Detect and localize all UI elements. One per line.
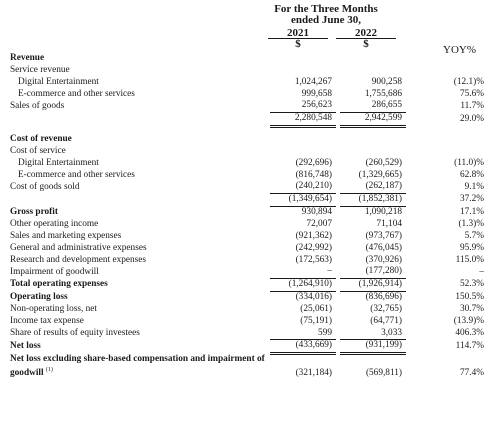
row-label: Digital Entertainment [18, 76, 99, 87]
value-yoy [406, 65, 484, 77]
value-yoy: 37.2% [459, 194, 484, 205]
value-2021: (1,264,910) [270, 279, 336, 292]
row-label: Share of results of equity investees [10, 327, 140, 338]
value-2021: – [327, 266, 332, 277]
footnote-marker: (1) [45, 367, 53, 374]
value-yoy: 406.3% [455, 327, 484, 338]
row-label [10, 113, 270, 127]
value-yoy: – [479, 266, 484, 277]
table-row [10, 340, 484, 354]
table-row [10, 279, 484, 292]
row-label: Impairment of goodwill [10, 266, 99, 277]
value-2021: (816,748) [295, 169, 332, 180]
table-header [0, 3, 500, 56]
row-label: Revenue [10, 53, 45, 63]
value-2021: (172,563) [295, 254, 332, 265]
value-2022: (931,199) [340, 340, 406, 354]
value-yoy [406, 134, 484, 146]
value-2021: (1,349,654) [270, 194, 336, 207]
value-2021: 999,658 [301, 88, 332, 99]
value-2022: (1,329,665) [358, 169, 402, 180]
row-label: E-commerce and other services [18, 169, 135, 180]
table-row [10, 194, 484, 207]
value-2021: (321,184) [295, 368, 332, 379]
table-row [10, 231, 484, 243]
value-2021: (242,992) [295, 242, 332, 253]
row-label: Non-operating loss, net [10, 303, 98, 314]
row-label: Cost of service [10, 145, 66, 156]
value-2022: (260,529) [365, 157, 402, 168]
table-row [10, 316, 484, 328]
value-2021: (334,016) [270, 292, 336, 304]
value-2021 [270, 65, 336, 77]
value-2022: (569,811) [365, 368, 402, 379]
currency-2022: $ [363, 38, 369, 50]
value-yoy: 75.6% [459, 88, 484, 99]
period-line-1: For the Three Months [274, 3, 378, 15]
value-2021 [270, 53, 336, 65]
table-row [10, 219, 484, 231]
table-row [10, 255, 484, 267]
value-2021 [270, 134, 336, 146]
value-2021: 599 [318, 327, 332, 338]
value-2022: (836,696) [340, 292, 406, 304]
value-2022: 2,942,599 [340, 113, 406, 127]
value-yoy: 62.8% [459, 169, 484, 180]
row-label: Research and development expenses [10, 254, 147, 265]
value-2022: (262,187) [365, 181, 402, 192]
year-2021-header: 2021 [287, 27, 309, 39]
value-2021: (433,669) [270, 340, 336, 354]
value-2022: (1,926,914) [340, 279, 406, 292]
table-row [10, 134, 484, 146]
value-2022 [340, 134, 406, 146]
value-2022: 286,655 [371, 100, 402, 111]
value-2022 [340, 146, 406, 158]
value-yoy: 150.5% [455, 291, 484, 302]
table-row [10, 65, 484, 77]
value-yoy [406, 146, 484, 158]
period-heading [258, 4, 394, 26]
row-label: Digital Entertainment [18, 157, 99, 168]
year-2022-header: 2022 [355, 27, 377, 39]
value-2021: (240,210) [295, 181, 332, 192]
value-yoy: (11.0)% [454, 157, 484, 168]
value-2021: (75,191) [300, 315, 332, 326]
value-2021: 2,280,548 [270, 113, 336, 127]
value-2022: 3,033 [381, 327, 402, 338]
row-label: Gross profit [10, 206, 58, 217]
value-2021: 256,623 [301, 100, 332, 111]
value-2021: (921,362) [295, 230, 332, 241]
value-2022 [340, 53, 406, 65]
value-yoy: (12.1)% [453, 76, 484, 87]
spacer-row [10, 127, 484, 135]
table-row [10, 304, 484, 316]
table-row [10, 53, 484, 65]
value-yoy: 95.9% [459, 242, 484, 253]
value-2022: (32,765) [370, 303, 402, 314]
value-yoy: 30.7% [459, 303, 484, 314]
row-label: Cost of goods sold [10, 181, 80, 192]
row-label: General and administrative expenses [10, 242, 147, 253]
value-2022: (64,771) [370, 315, 402, 326]
table-row [10, 100, 484, 112]
row-label: Sales of goods [10, 100, 65, 111]
table-row [10, 354, 484, 380]
value-2022: 1,755,686 [364, 88, 402, 99]
table-row [10, 170, 484, 182]
value-yoy: 11.7% [460, 100, 484, 111]
value-yoy: (1.3)% [458, 218, 484, 229]
value-yoy [406, 53, 484, 65]
income-statement-table [10, 53, 484, 379]
table-row [10, 207, 484, 219]
value-2022: (370,926) [365, 254, 402, 265]
table-row [10, 292, 484, 304]
value-2021: 72,007 [306, 218, 332, 229]
value-yoy: 9.1% [464, 181, 484, 192]
value-yoy: 114.7% [455, 340, 484, 351]
row-label: Cost of revenue [10, 134, 72, 145]
value-2021: (292,696) [295, 157, 332, 168]
row-label: E-commerce and other services [18, 88, 135, 99]
row-label: Service revenue [10, 64, 70, 75]
value-2022: (973,767) [365, 230, 402, 241]
table-row [10, 243, 484, 255]
value-2022: 1,090,218 [340, 207, 406, 219]
value-yoy: 5.7% [464, 230, 484, 241]
table-row [10, 77, 484, 89]
value-2021 [270, 146, 336, 158]
row-label [10, 354, 270, 380]
value-2021: 930,894 [270, 207, 336, 219]
value-2022: (1,852,381) [340, 194, 406, 207]
value-yoy: 77.4% [459, 368, 484, 379]
row-label: Total operating expenses [10, 279, 108, 290]
row-label-text: Net loss excluding share-based compensation and impairment of goodwill [10, 354, 265, 379]
table-row [10, 158, 484, 170]
value-2022 [340, 65, 406, 77]
row-label: Net loss [10, 340, 41, 351]
yoy-header: YOY% [443, 44, 476, 56]
table-row [10, 328, 484, 340]
value-2022: 71,104 [376, 218, 402, 229]
value-yoy: 115.0% [455, 254, 484, 265]
value-2022: (476,045) [365, 242, 402, 253]
value-2022: (177,280) [365, 266, 402, 277]
row-label: Other operating income [10, 218, 99, 229]
value-yoy: 17.1% [459, 206, 484, 217]
value-yoy: 29.0% [459, 113, 484, 124]
value-yoy: 52.3% [459, 279, 484, 290]
row-label [10, 194, 270, 207]
value-2021: (25,061) [300, 303, 332, 314]
value-2021: 1,024,267 [294, 76, 332, 87]
value-2022: 900,258 [371, 76, 402, 87]
value-yoy: (13.9)% [453, 315, 484, 326]
row-label: Income tax expense [10, 315, 84, 326]
currency-2021: $ [295, 38, 301, 50]
table-row [10, 89, 484, 101]
table-row [10, 266, 484, 278]
table-row [10, 146, 484, 158]
table-row [10, 113, 484, 127]
row-label: Sales and marketing expenses [10, 230, 122, 241]
row-label: Operating loss [10, 291, 68, 302]
period-line-2: ended June 30, [291, 14, 361, 26]
table-row [10, 181, 484, 193]
